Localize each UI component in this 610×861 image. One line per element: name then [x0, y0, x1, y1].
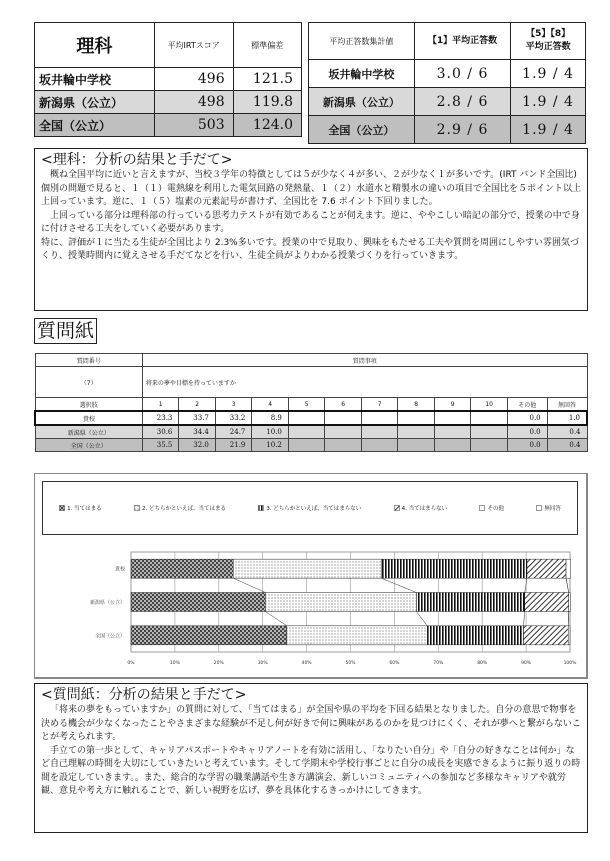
choice-header: 無回答	[547, 398, 587, 412]
response-value: 0.4	[547, 439, 587, 452]
bar-segment	[525, 593, 569, 612]
response-value: 21.9	[215, 439, 252, 452]
question-number: （7）	[35, 367, 142, 398]
y-category-label: 全国（公立）	[94, 633, 125, 640]
science-analysis-title: <理科：分析の結果と手だて>	[41, 152, 233, 168]
x-tick-label: 60%	[389, 661, 400, 666]
legend-item	[258, 504, 361, 512]
col-header-aggregate: 平均正答数集計値	[309, 23, 415, 60]
bar-segment	[569, 593, 571, 612]
choice-header: その他	[507, 398, 547, 412]
response-value	[471, 411, 508, 425]
q58-value: 1.9 / 4	[511, 116, 586, 144]
legend-item	[536, 504, 561, 512]
x-tick-label: 0%	[127, 661, 135, 666]
row-label: 新潟県（公立）	[35, 425, 142, 439]
col-header-irt: 平均IRTスコア	[154, 23, 233, 68]
x-tick-label: 50%	[345, 661, 356, 666]
legend-swatch-icon	[479, 505, 485, 511]
legend-item	[479, 504, 504, 512]
row-label: 全国（公立）	[35, 114, 155, 137]
bar-segment	[233, 559, 381, 578]
sd-value: 119.8	[233, 91, 301, 114]
table-row	[309, 60, 586, 88]
sd-value: 124.0	[233, 114, 301, 137]
legend-swatch-icon	[536, 505, 542, 511]
q1-value: 3.0 / 6	[414, 60, 510, 88]
x-tick-label: 100%	[563, 661, 577, 666]
response-value: 34.4	[179, 425, 216, 439]
bar-segment	[566, 559, 570, 578]
x-tick-label: 30%	[257, 661, 268, 666]
choice-header: 10	[471, 398, 508, 412]
table-row	[35, 411, 587, 425]
row-label: 坂井輪中学校	[309, 60, 415, 88]
choice-header: 6	[325, 398, 362, 412]
table-row	[35, 91, 302, 114]
bar-segment	[265, 593, 416, 612]
response-value	[434, 411, 471, 425]
bar-segment	[131, 626, 287, 645]
table-row	[35, 68, 302, 91]
legend-label: 2. どちらかといえば、当てはまる	[141, 506, 226, 512]
questionnaire-analysis-paragraph: 手立ての第一歩として、キャリアパスポートやキャリアノートを有効に活用し、「なりたい自分」や「自分の好きなことは何か」など自己理解の時間を大切にしていきたいと考えています。そして学期末や学校行事ごとに自分の成長を実感できるように振り返りの時間を設定していきます。。また、総合的な学習の職業講話や生き方講演会、新しいコミュニティへの参加など多様なキャリアや就労観、意見や考え方に触れることで、新しい視野を広げ、夢を具体化するきっかけにしてきます。	[41, 745, 581, 796]
legend-label: 3. どちらかといえば、当てはまらない	[266, 506, 362, 512]
legend-swatch-icon	[394, 505, 400, 511]
table-row	[35, 425, 587, 439]
response-value: 30.6	[142, 425, 179, 439]
questionnaire-analysis-title: <質問紙：分析の結果と手だて>	[41, 687, 247, 703]
science-analysis-paragraph: 概ね全国平均に近いと言えますが、当校３学年の特徴としては５が少なく４が多い、２が少なく１が多いです。(IRT バンド全国比) 個別の問題で見ると、１（１）電熱線を利用した電気回路の発熱量、１（２）水道水と精製水の違いの項目で全国比を５ポイント以上上回っています。逆に、１（５）塩素の元素記号が書けず、全国比を 7.6 ポイント下回りました。	[41, 170, 582, 207]
row-label: 全国（公立）	[35, 439, 142, 452]
table-row	[35, 439, 587, 452]
response-value: 0.4	[547, 425, 587, 439]
response-value: 0.0	[507, 439, 547, 452]
science-analysis-paragraph: 特に、評価が１に当たる生徒が全国比より 2.3%多いです。授業の中で見取り、興味をもたせる工夫や質問を周囲にしやすい雰囲気づくり、授業時間内に覚えさせる手だてなどを行い、生徒全員がよりわかる授業づくりを行っていきます。	[41, 237, 580, 261]
response-value: 10.0	[252, 425, 289, 439]
bar-segment	[527, 559, 566, 578]
choice-header: 1	[142, 398, 179, 412]
subject-title: 理科	[35, 23, 155, 68]
response-value: 33.7	[179, 411, 216, 425]
irt-value: 503	[154, 114, 233, 137]
response-value: 0.0	[507, 411, 547, 425]
x-tick-label: 40%	[301, 661, 312, 666]
response-value: 32.0	[179, 439, 216, 452]
response-value	[288, 425, 325, 439]
col-header-q58-line1: 【5】【8】	[526, 29, 571, 39]
col-header-q58	[511, 23, 586, 60]
y-category-label: 貴校	[114, 566, 125, 573]
science-score-table	[34, 22, 302, 137]
row-label: 坂井輪中学校	[35, 68, 155, 91]
response-value	[325, 411, 362, 425]
response-value	[471, 425, 508, 439]
response-value	[398, 411, 435, 425]
response-value	[361, 439, 398, 452]
response-value	[325, 439, 362, 452]
table-row	[35, 114, 302, 137]
q1-value: 2.8 / 6	[414, 88, 510, 116]
response-value: 33.2	[215, 411, 252, 425]
legend-swatch-icon	[258, 505, 264, 511]
bar-segment	[427, 626, 523, 645]
col-header-q58-line2: 平均正答数	[525, 42, 571, 52]
x-tick-label: 20%	[213, 661, 224, 666]
choice-header: 3	[215, 398, 252, 412]
choice-header: 5	[288, 398, 325, 412]
bar-segment	[131, 593, 265, 612]
col-header-sd: 標準偏差	[233, 23, 301, 68]
bar-segment	[523, 626, 568, 645]
response-value	[288, 439, 325, 452]
response-value	[471, 439, 508, 452]
header-question-number: 質問番号	[35, 354, 142, 367]
legend-item	[134, 504, 226, 512]
legend-label: 4. 当てはまらない	[401, 506, 448, 512]
choice-header: 2	[179, 398, 216, 412]
row-label: 新潟県（公立）	[35, 91, 155, 114]
q58-value: 1.9 / 4	[511, 88, 586, 116]
y-category-label: 新潟県（公立）	[89, 600, 125, 606]
x-tick-label: 10%	[169, 661, 180, 666]
questionnaire-heading: 質問紙	[34, 318, 97, 344]
legend-label: 無回答	[544, 506, 561, 512]
q1-value: 2.9 / 6	[414, 116, 510, 144]
response-value: 24.7	[215, 425, 252, 439]
x-tick-label: 90%	[521, 661, 532, 666]
response-value	[398, 425, 435, 439]
question-text: 将来の夢や目標を持っていますか	[142, 367, 587, 398]
questionnaire-analysis-box	[34, 683, 588, 833]
response-value	[398, 439, 435, 452]
response-value	[361, 425, 398, 439]
legend-swatch-icon	[59, 505, 65, 511]
response-value: 23.3	[142, 411, 179, 425]
bar-segment	[287, 626, 427, 645]
x-tick-label: 80%	[477, 661, 488, 666]
legend-item	[394, 504, 448, 512]
response-value	[434, 425, 471, 439]
correct-answers-table	[308, 22, 586, 144]
header-question-item: 質問事項	[142, 354, 587, 367]
response-value	[288, 411, 325, 425]
response-value	[434, 439, 471, 452]
response-value: 0.0	[507, 425, 547, 439]
bar-segment	[131, 559, 233, 578]
choice-header: 4	[252, 398, 289, 412]
q58-value: 1.9 / 4	[511, 60, 586, 88]
choices-row	[35, 398, 587, 412]
irt-value: 498	[154, 91, 233, 114]
response-value: 35.5	[142, 439, 179, 452]
legend-swatch-icon	[134, 505, 140, 511]
table-row	[309, 88, 586, 116]
questionnaire-table	[34, 353, 588, 452]
choice-header: 7	[361, 398, 398, 412]
response-value: 10.2	[252, 439, 289, 452]
choice-header: 9	[434, 398, 471, 412]
sd-value: 121.5	[233, 68, 301, 91]
bar-segment	[568, 626, 570, 645]
response-value	[325, 425, 362, 439]
bar-segment	[381, 559, 527, 578]
response-value: 8.9	[252, 411, 289, 425]
row-label: 全国（公立）	[309, 116, 415, 144]
response-value	[361, 411, 398, 425]
response-value: 1.0	[547, 411, 587, 425]
questionnaire-analysis-paragraph: 「将来の夢をもっていますか」の質問に対して、「当てはまる」が全国や県の平均を下回る結果となりました。自分の意思で物事を決める機会が少なくなったことやさまざまな経験が不足し何が好きで何に興味があるのかを見つけにくく、それが夢へと繋がらないことが考えられます。	[41, 705, 581, 742]
science-analysis-paragraph: 上回っている部分は理科部の行っている思考力テストが有効であることが伺えます。逆に、ややこしい暗記の部分で、授業の中で身に付けさせる工夫をしていく必要があります。	[41, 210, 580, 234]
row-label: 貴校	[35, 411, 142, 425]
legend-label: 1. 当てはまる	[67, 506, 102, 512]
row-label: 新潟県（公立）	[309, 88, 415, 116]
irt-value: 496	[154, 68, 233, 91]
table-row	[309, 116, 586, 144]
choices-label: 選択肢	[35, 398, 142, 412]
bar-segment	[416, 593, 524, 612]
legend-label: その他	[487, 506, 504, 512]
stacked-bar-chart	[34, 540, 588, 670]
chart-legend	[42, 481, 578, 535]
science-analysis-box	[34, 148, 588, 311]
legend-item	[59, 504, 102, 512]
choice-header: 8	[398, 398, 435, 412]
col-header-q1: 【1】平均正答数	[414, 23, 510, 60]
x-tick-label: 70%	[433, 661, 444, 666]
